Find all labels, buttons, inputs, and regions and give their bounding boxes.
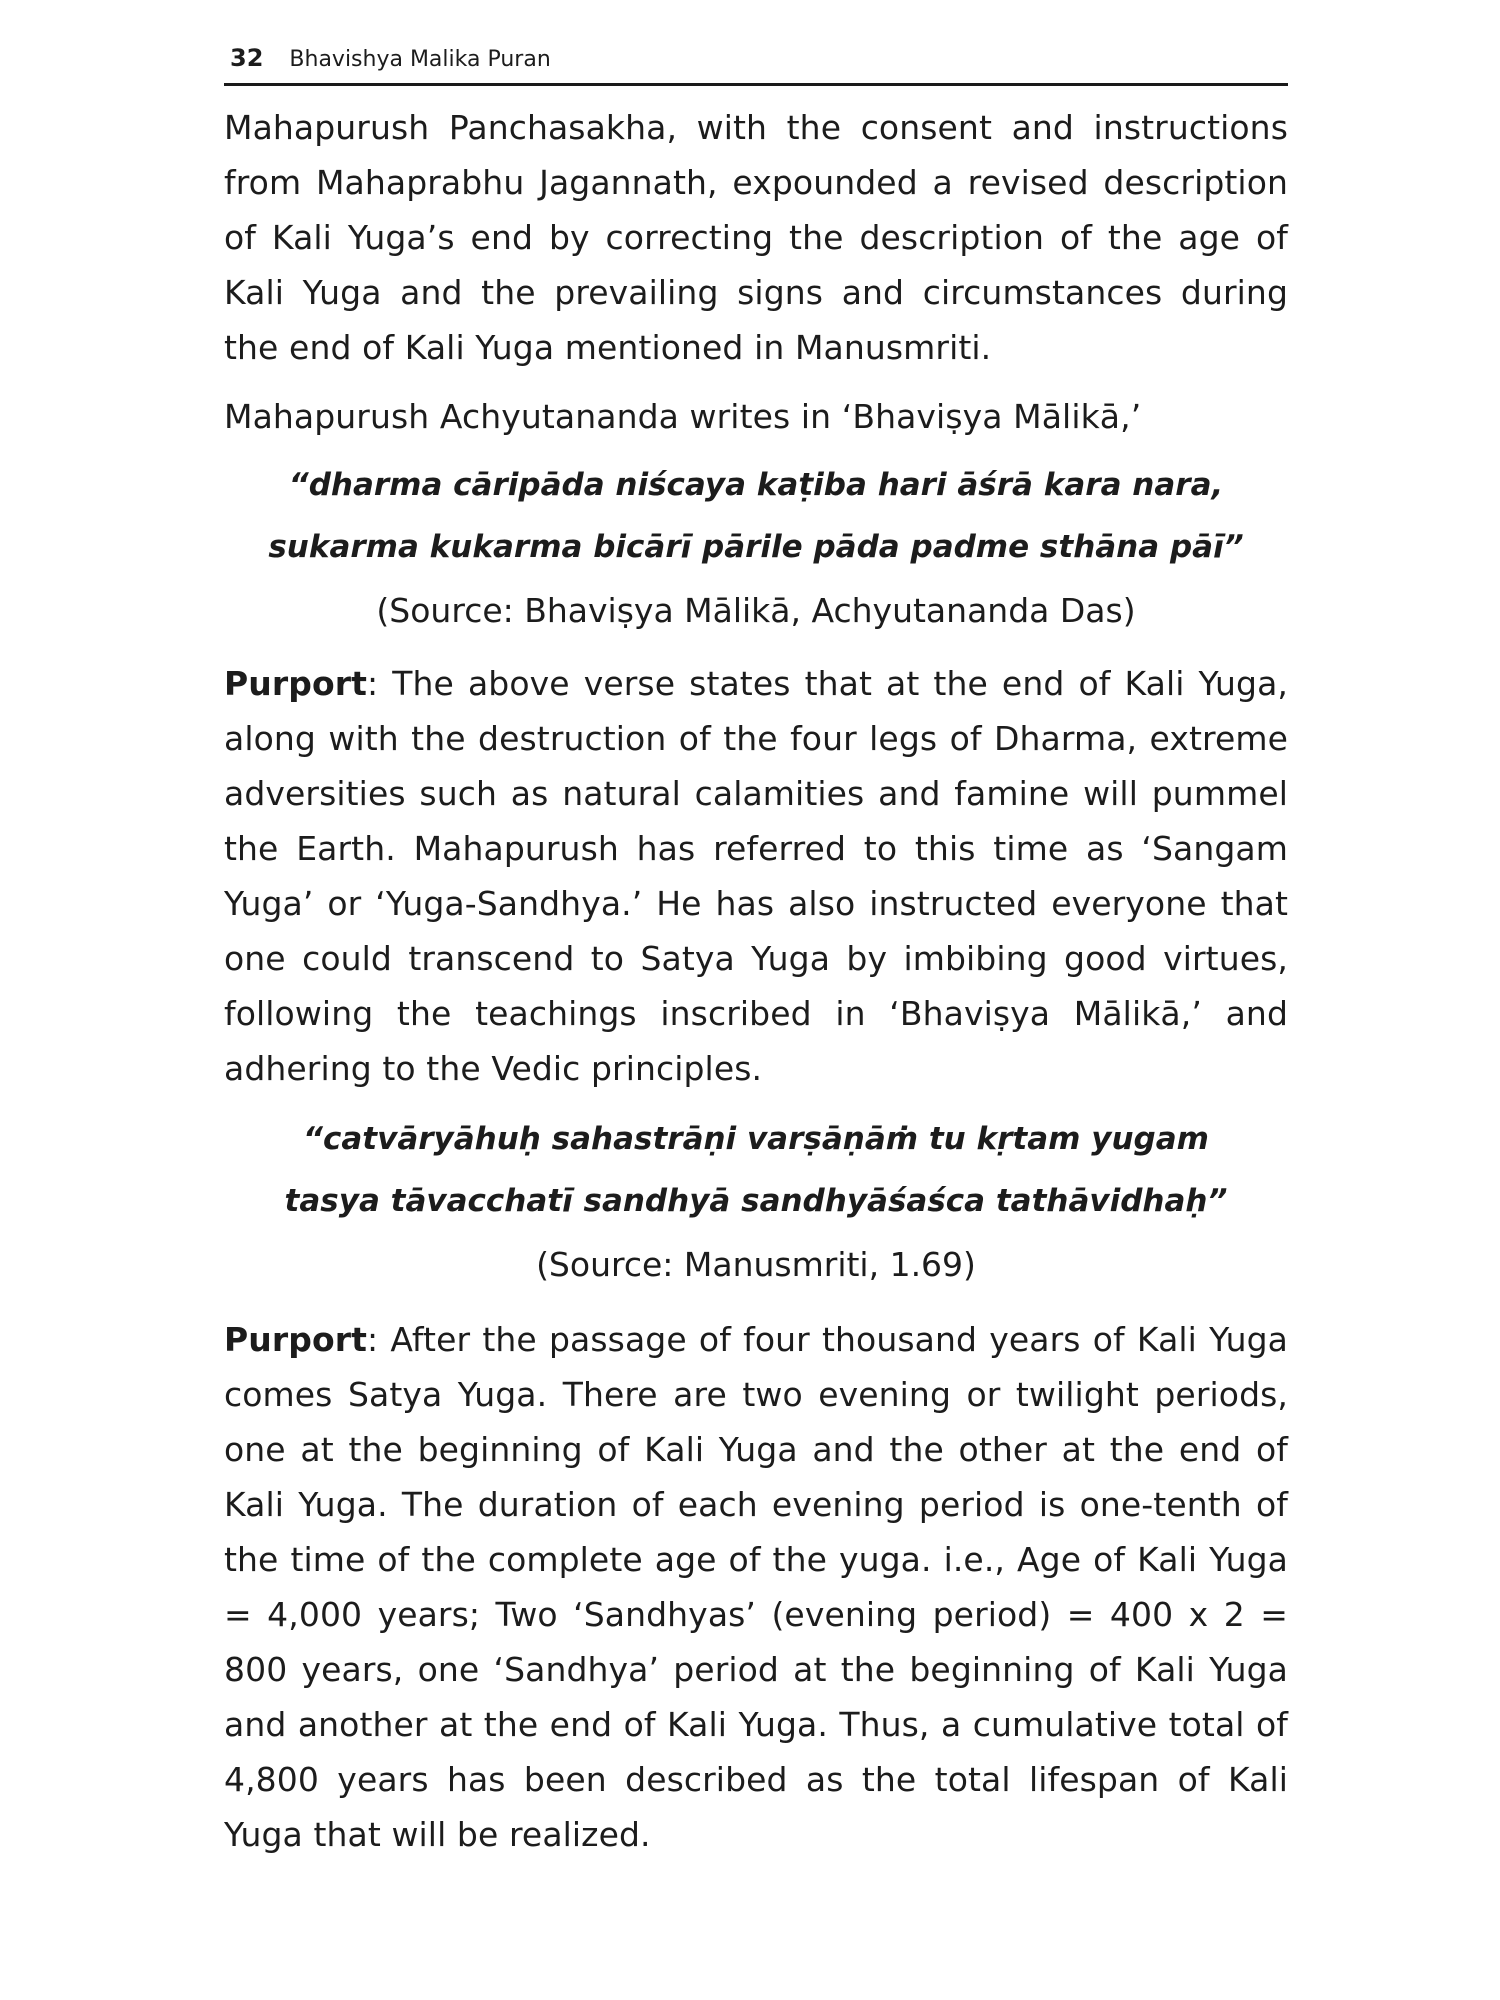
paragraph-intro: Mahapurush Panchasakha, with the consent and instructions from Mahaprabhu Jagannath, expounded a revised description of Kali Yuga’s end by correcting the description of the age of Kali Yuga and the prevailing signs and circumstances during the end of Kali Yuga mentioned in Manusmriti. bbox=[224, 108, 1288, 367]
paragraph-achyutananda: Mahapurush Achyutananda writes in ‘Bhaviṣya Mālikā,’ bbox=[224, 397, 1142, 436]
verse-line: “dharma cāripāda niścaya kaṭiba hari āśrā kara nara, bbox=[288, 467, 1224, 503]
running-header bbox=[224, 44, 1288, 86]
verse-bhavishya-malika bbox=[224, 454, 1288, 578]
verse-line: sukarma kukarma bicārī pārile pāda padme sthāna pāī” bbox=[268, 529, 1244, 565]
book-title: Bhavishya Malika Puran bbox=[289, 47, 551, 72]
purport-label: Purport bbox=[224, 664, 367, 703]
purport-text: : The above verse states that at the end of Kali Yuga, along with the destruction of the four legs of Dharma, extreme adversities such as natural calamities and famine will pummel the Earth. Mahapurush has referred to this time as ‘Sangam Yuga’ or ‘Yuga-Sandhya.’ He has also instructed everyone that one could transcend to Satya Yuga by imbibing good virtues, following the teachings inscribed in ‘Bhaviṣya Mālikā,’ and adhering to the Vedic principles. bbox=[224, 664, 1288, 1088]
verse-source: (Source: Bhaviṣya Mālikā, Achyutananda Das) bbox=[376, 591, 1136, 630]
purport-paragraph bbox=[224, 1312, 1288, 1862]
book-page bbox=[224, 44, 1288, 1862]
purport-label: Purport bbox=[224, 1320, 367, 1359]
purport-text: : After the passage of four thousand years of Kali Yuga comes Satya Yuga. There are two evening or twilight periods, one at the beginning of Kali Yuga and the other at the end of Kali Yuga. The duration of each evening period is one-tenth of the time of the complete age of the yuga. i.e., Age of Kali Yuga = 4,000 years; Two ‘Sandhyas’ (evening period) = 400 x 2 = 800 years, one ‘Sandhya’ period at the beginning of Kali Yuga and another at the end of Kali Yuga. Thus, a cumulative total of 4,800 years has been described as the total lifespan of Kali Yuga that will be realized. bbox=[224, 1320, 1288, 1854]
page-number: 32 bbox=[230, 44, 264, 72]
verse-source: (Source: Manusmriti, 1.69) bbox=[536, 1245, 976, 1284]
verse-line: “catvāryāhuḥ sahastrāṇi varṣāṇāṁ tu kṛtam yugam bbox=[303, 1121, 1209, 1157]
verse-line: tasya tāvacchatī sandhyā sandhyāśaśca tathāvidhaḥ” bbox=[284, 1183, 1228, 1219]
purport-paragraph bbox=[224, 656, 1288, 1096]
verse-manusmriti bbox=[224, 1108, 1288, 1232]
